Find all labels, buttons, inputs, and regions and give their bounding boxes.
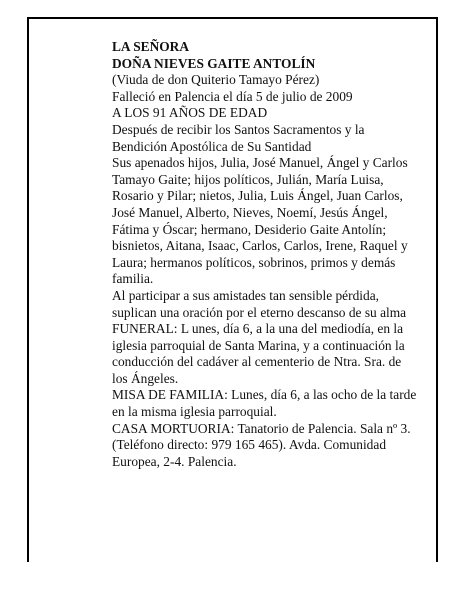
notice-header-title: LA SEÑORA	[112, 39, 190, 54]
obituary-notice	[112, 39, 417, 470]
deceased-name: DOÑA NIEVES GAITE ANTOLÍN	[112, 55, 316, 71]
sacraments-paragraph: Después de recibir los Santos Sacramentos y la Bendición Apostólica de Su Santidad	[112, 121, 365, 154]
family-paragraph: Sus apenados hijos, Julia, José Manuel, Ángel y Carlos Tamayo Gaite; hijos políticos, Julián, María Luisa, Rosario y Pilar; nietos, Julia, Luis Ángel, Juan Carlos, José Manuel, Alberto, Nieves, Noemí, Jesús Ángel, Fátima y Óscar; hermano, Desiderio Gaite Antolín; bisnietos, Aitana, Isaac, Carlos, Carlos, Irene, Raquel y Laura; hermanos políticos, sobrinos, primos y demás familia.	[112, 155, 408, 287]
widow-line: (Viuda de don Quiterio Tamayo Pérez)	[112, 72, 320, 88]
funeral-paragraph: FUNERAL: L unes, día 6, a la una del mediodía, en la iglesia parroquial de Santa Marina, y a continuación la conducción del cadáver al cementerio de Ntra. Sra. de los Ángeles.	[112, 321, 405, 386]
family-mass-paragraph: MISA DE FAMILIA: Lunes, día 6, a las ocho de la tarde en la misma iglesia parroquial.	[112, 387, 417, 420]
death-line: Falleció en Palencia el día 5 de julio de 2009	[112, 88, 353, 104]
mortuary-paragraph: CASA MORTUORIA: Tanatorio de Palencia. Sala nº 3. (Teléfono directo: 979 165 465). Avda. Comunidad Europea, 2-4. Palencia.	[112, 420, 411, 469]
age-line: A LOS 91 AÑOS DE EDAD	[112, 105, 268, 121]
request-paragraph: Al participar a sus amistades tan sensible pérdida, suplican una oración por el eterno descanso de su alma	[112, 287, 407, 320]
